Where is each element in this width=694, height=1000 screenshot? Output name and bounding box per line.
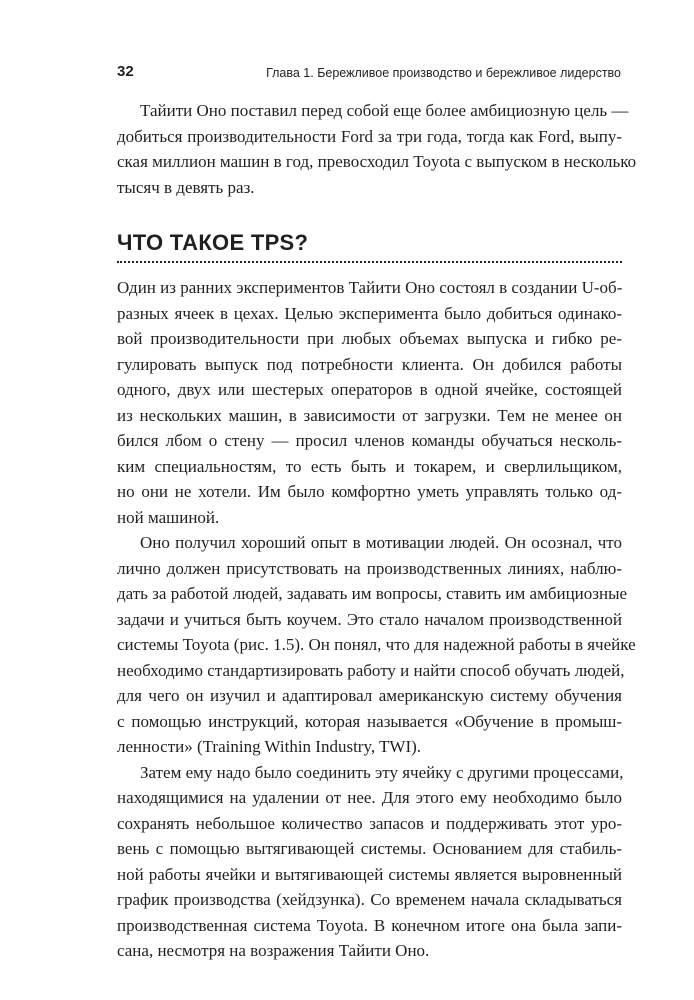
text-line: Оно получил хороший опыт в мотивации людей. Он осознал, что xyxy=(140,533,622,552)
intro-paragraph xyxy=(117,98,637,200)
text-line: сана, несмотря на возражения Тайити Оно. xyxy=(117,941,430,960)
text-line: ская миллион машин в год, превосходил Toyota с выпуском в несколько xyxy=(117,152,637,171)
text-line: сохранять небольшое количество запасов и поддерживать этот уро- xyxy=(117,813,622,833)
text-line: но они не хотели. Им было комфортно уметь управлять только од- xyxy=(117,482,622,501)
section-body xyxy=(117,275,636,964)
text-line: вень с помощью вытягивающей системы. Основанием для стабиль- xyxy=(117,839,622,858)
text-line: график производства (хейдзунка). Со временем начала складываться xyxy=(117,890,622,909)
page-number: 32 xyxy=(117,63,134,80)
paragraph-1 xyxy=(117,275,622,530)
paragraph-2 xyxy=(117,530,636,760)
text-line: ким специальностям, то есть быть и токарем, и сверлильщиком, xyxy=(117,456,622,476)
text-line: ной работы ячейки и вытягивающей системы является выровненный xyxy=(117,864,622,884)
running-head: Глава 1. Бережливое производство и бережливое лидерство xyxy=(266,66,621,80)
text-line: вой производительности при любых объемах выпуска и гибко ре- xyxy=(117,329,622,348)
text-line: ленности» (Training Within Industry, TWI). xyxy=(117,737,422,756)
text-line: задачи и учиться быть коучем. Это стало началом производственной xyxy=(117,609,622,629)
text-line: гулировать выпуск под потребности клиента. Он добился работы xyxy=(117,354,622,374)
text-line: необходимо стандартизировать работу и найти способ обучать людей, xyxy=(117,660,625,680)
text-line: производственная система Toyota. В конечном итоге она была запи- xyxy=(117,915,622,935)
text-line: Затем ему надо было соединить эту ячейку с другими процессами, xyxy=(140,762,624,782)
text-line: с помощью инструкций, которая называется «Обучение в промыш- xyxy=(117,711,622,731)
text-line: дать за работой людей, задавать им вопросы, ставить им амбициозные xyxy=(117,584,628,603)
text-line: системы Toyota (рис. 1.5). Он понял, что для надежной работы в ячейке xyxy=(117,635,636,654)
text-line: добиться производительности Ford за три года, тогда как Ford, выпу- xyxy=(117,126,622,146)
text-line: лично должен присутствовать на производственных линиях, наблю- xyxy=(117,558,622,578)
text-line: одного, двух или шестерых операторов в одной ячейке, состоящей xyxy=(117,380,622,399)
text-line: из нескольких машин, в зависимости от загрузки. Тем не менее он xyxy=(117,405,622,425)
heading-dotted-rule xyxy=(117,261,622,263)
text-line: тысяч в девять раз. xyxy=(117,177,255,197)
text-line: Тайити Оно поставил перед собой еще более амбициозную цель — xyxy=(140,101,629,120)
paragraph-3 xyxy=(117,760,622,964)
text-line: бился лбом о стену — просил членов команды обучаться несколь- xyxy=(117,431,622,450)
text-line: находящимися на удалении от нее. Для этого ему необходимо было xyxy=(117,788,622,807)
text-line: Один из ранних экспериментов Тайити Оно состоял в создании U-об- xyxy=(117,278,623,297)
text-line: разных ячеек в цехах. Целью эксперимента было добиться одинако- xyxy=(117,303,622,323)
text-line: ной машиной. xyxy=(117,507,220,527)
section-heading: ЧТО ТАКОЕ TPS? xyxy=(117,230,309,255)
text-line: для чего он изучил и адаптировал американскую систему обучения xyxy=(117,686,622,705)
